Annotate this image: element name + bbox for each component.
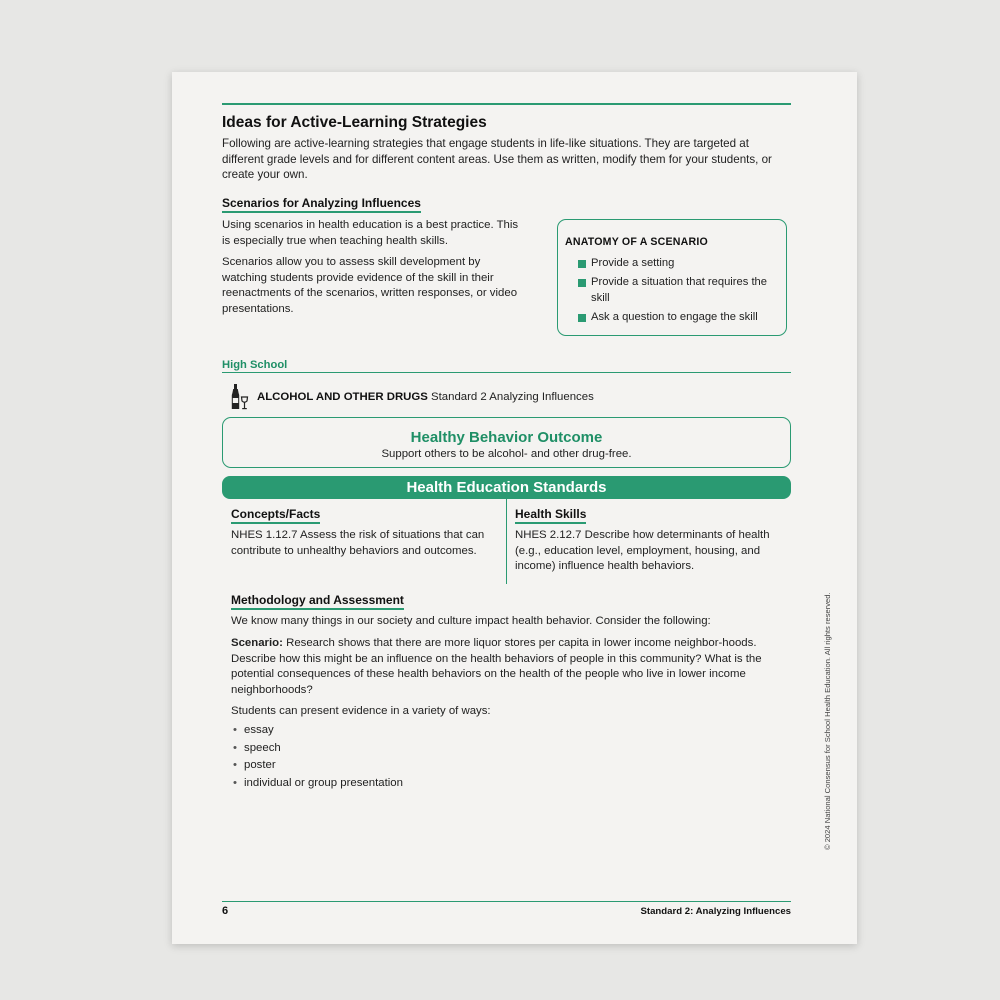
anatomy-item: Provide a situation that requires the skill	[578, 275, 778, 306]
grade-level-label: High School	[222, 359, 288, 371]
list-item: • individual or group presentation	[233, 776, 403, 789]
concepts-heading: Concepts/Facts	[231, 507, 320, 524]
methodology-paragraph-3: Students can present evidence in a variety of ways:	[231, 705, 491, 717]
health-education-standards-bar: Health Education Standards	[222, 476, 791, 499]
anatomy-item: Provide a setting	[578, 256, 778, 271]
anatomy-item: Ask a question to engage the skill	[578, 310, 778, 325]
anatomy-list	[578, 256, 778, 330]
scenarios-paragraph-2: Scenarios allow you to assess skill development by watching students provide evidence of the skill in their reenactments of the scenarios, written responses, or video presentations.	[222, 256, 518, 315]
wine-bottle-glass-icon	[231, 384, 249, 415]
anatomy-title: ANATOMY OF A SCENARIO	[565, 236, 708, 248]
list-item: • speech	[233, 741, 281, 754]
footer-section-title: Standard 2: Analyzing Influences	[640, 906, 791, 917]
top-rule	[222, 103, 791, 105]
anatomy-of-scenario-box	[557, 219, 787, 336]
footer-rule	[222, 901, 791, 902]
topic-line	[257, 391, 594, 403]
page-title: Ideas for Active-Learning Strategies	[222, 114, 487, 131]
document-page	[172, 72, 857, 944]
scenario-label: Scenario:	[231, 637, 283, 649]
square-bullet-icon	[578, 314, 586, 322]
methodology-heading: Methodology and Assessment	[231, 593, 404, 610]
concepts-text: NHES 1.12.7 Assess the risk of situations that can contribute to unhealthy behaviors and outcomes.	[231, 529, 485, 557]
outcome-title: Healthy Behavior Outcome	[410, 429, 603, 446]
scenario-text: Research shows that there are more liquor stores per capita in lower income neighbor-hoods. Describe how this might be an influence on the health behaviors of people in this community? What is the potential consequences of these health behaviors on the health of the people who live in lower income neighborhoods?	[231, 637, 762, 696]
methodology-paragraph-1: We know many things in our society and culture impact health behavior. Consider the following:	[231, 615, 711, 627]
intro-paragraph: Following are active-learning strategies that engage students in life-like situations. They are targeted at different grade levels and for different content areas. Use them as written, modify them for your students, or create your own.	[222, 137, 772, 182]
scenarios-heading: Scenarios for Analyzing Influences	[222, 196, 421, 213]
square-bullet-icon	[578, 260, 586, 268]
scenario-paragraph	[231, 636, 796, 698]
presentation-ways-list	[231, 722, 403, 792]
scenarios-paragraph-1: Using scenarios in health education is a best practice. This is especially true when teaching health skills.	[222, 219, 519, 247]
grade-level-rule	[222, 372, 791, 373]
list-item: • essay	[233, 724, 274, 736]
healthy-behavior-outcome-box	[222, 417, 791, 468]
list-item: • poster	[233, 759, 276, 772]
square-bullet-icon	[578, 279, 586, 287]
skills-heading: Health Skills	[515, 507, 586, 524]
topic-standard: Standard 2 Analyzing Influences	[431, 391, 594, 403]
copyright-notice: © 2024 National Consensus for School Health Education. All rights reserved.	[823, 592, 832, 850]
outcome-text: Support others to be alcohol- and other drug-free.	[381, 448, 632, 460]
skills-text: NHES 2.12.7 Describe how determinants of health (e.g., education level, employment, housing, and income) influence health behaviors.	[515, 529, 770, 573]
page-number: 6	[222, 905, 229, 917]
column-divider	[506, 499, 507, 584]
topic-name: ALCOHOL AND OTHER DRUGS	[257, 391, 428, 403]
